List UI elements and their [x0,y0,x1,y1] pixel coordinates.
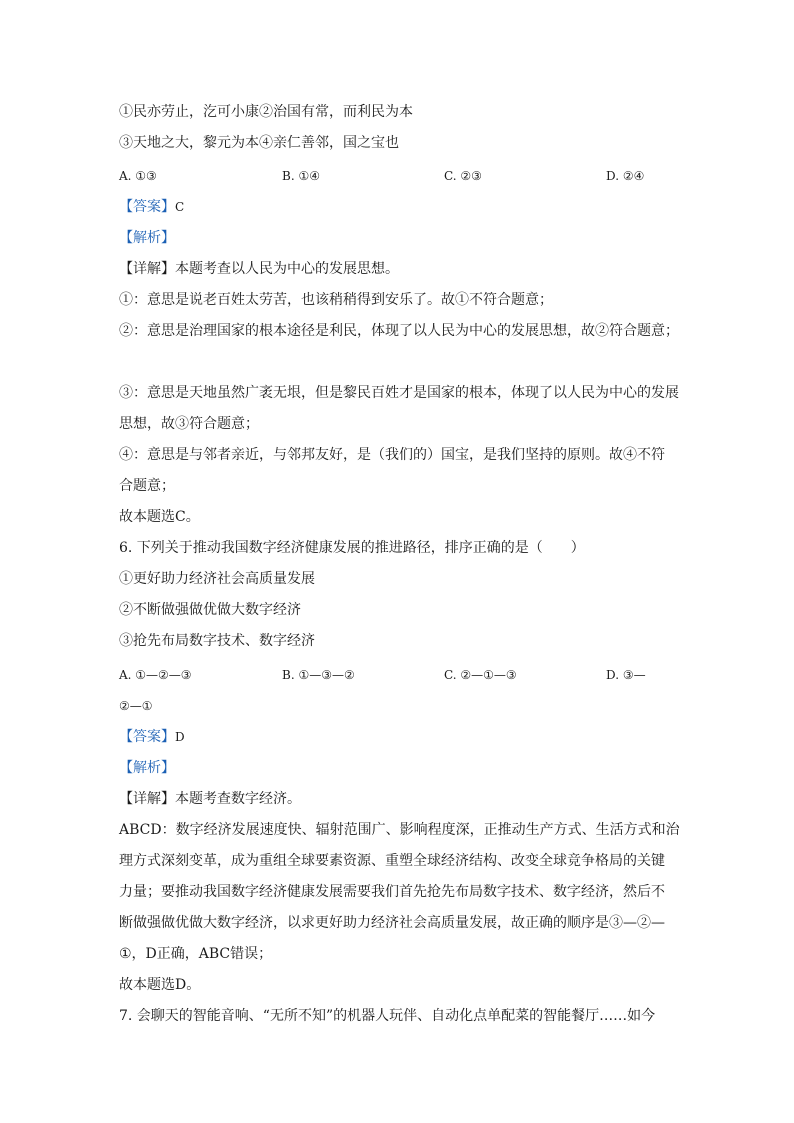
q6-option-d: D. ③— [606,668,646,682]
q5-line-3: ③：意思是天地虽然广袤无垠，但是黎民百姓才是国家的根本，体现了以人民为中心的发展 [119,385,679,401]
q7-stem: 7. 会聊天的智能音响、“无所不知”的机器人玩伴、自动化点单配菜的智能餐厅……如今 [119,1008,656,1024]
q6-item-1: ①更好助力经济社会高质量发展 [119,571,315,587]
q5-option-a: A. ①③ [119,169,157,183]
q5-line-2: ②：意思是治理国家的根本途径是利民，体现了以人民为中心的发展思想，故②符合题意； [119,323,679,339]
q5-line-6: 合题意； [119,478,175,494]
q5-detail [119,259,399,279]
q5-analysis-label: 【解析】 [119,230,175,246]
q5-option-b: B. ①④ [282,169,320,183]
answer-label: 【答案】 [119,729,175,745]
q5-stem-line-1: ①民亦劳止，汔可小康②治国有常，而利民为本 [119,104,413,120]
q6-detail [119,789,301,809]
q6-analysis-label: 【解析】 [119,760,175,776]
q6-line-2: 理方式深刻变革，成为重组全球要素资源、重塑全球经济结构、改变全球竞争格局的关键 [119,853,665,869]
q5-line-4: 思想，故③符合题意； [119,416,259,432]
q5-line-5: ④：意思是与邻者亲近，与邻邦友好，是（我们的）国宝，是我们坚持的原则。故④不符 [119,447,665,463]
q6-stem: 6. 下列关于推动我国数字经济健康发展的推进路径，排序正确的是（ ） [119,540,585,556]
q6-line-3: 力量；要推动我国数字经济健康发展需要我们首先抢先布局数字技术、数字经济，然后不 [119,884,665,900]
detail-text: 本题考查数字经济。 [175,791,301,807]
q5-option-d: D. ②④ [606,169,645,183]
q5-conclusion: 故本题选C。 [119,509,200,525]
q6-line-5: ①，D正确，ABC错误； [119,946,273,962]
q6-conclusion: 故本题选D。 [119,977,201,993]
answer-label: 【答案】 [119,199,175,215]
q6-line-1: ABCD：数字经济发展速度快、辐射范围广、影响程度深，正推动生产方式、生活方式和治 [119,822,680,838]
detail-text: 本题考查以人民为中心的发展思想。 [175,261,399,277]
q5-answer [119,197,184,217]
q6-item-2: ②不断做强做优做大数字经济 [119,602,301,618]
detail-label: 【详解】 [119,791,175,807]
q6-option-d-wrap: ②—① [119,699,153,713]
q5-line-1: ①：意思是说老百姓太劳苦，也该稍稍得到安乐了。故①不符合题意； [119,292,553,308]
answer-value: D [175,730,185,744]
q6-option-a: A. ①—②—③ [119,668,192,682]
answer-value: C [175,200,185,214]
q5-stem-line-2: ③天地之大，黎元为本④亲仁善邻，国之宝也 [119,135,399,151]
q6-option-b: B. ①—③—② [282,668,355,682]
q6-answer [119,727,185,747]
q6-option-c: C. ②—①—③ [444,668,517,682]
detail-label: 【详解】 [119,261,175,277]
q6-line-4: 断做强做优做大数字经济，以求更好助力经济社会高质量发展，故正确的顺序是③—②— [119,915,665,931]
q5-option-c: C. ②③ [444,169,482,183]
q6-item-3: ③抢先布局数字技术、数字经济 [119,633,315,649]
